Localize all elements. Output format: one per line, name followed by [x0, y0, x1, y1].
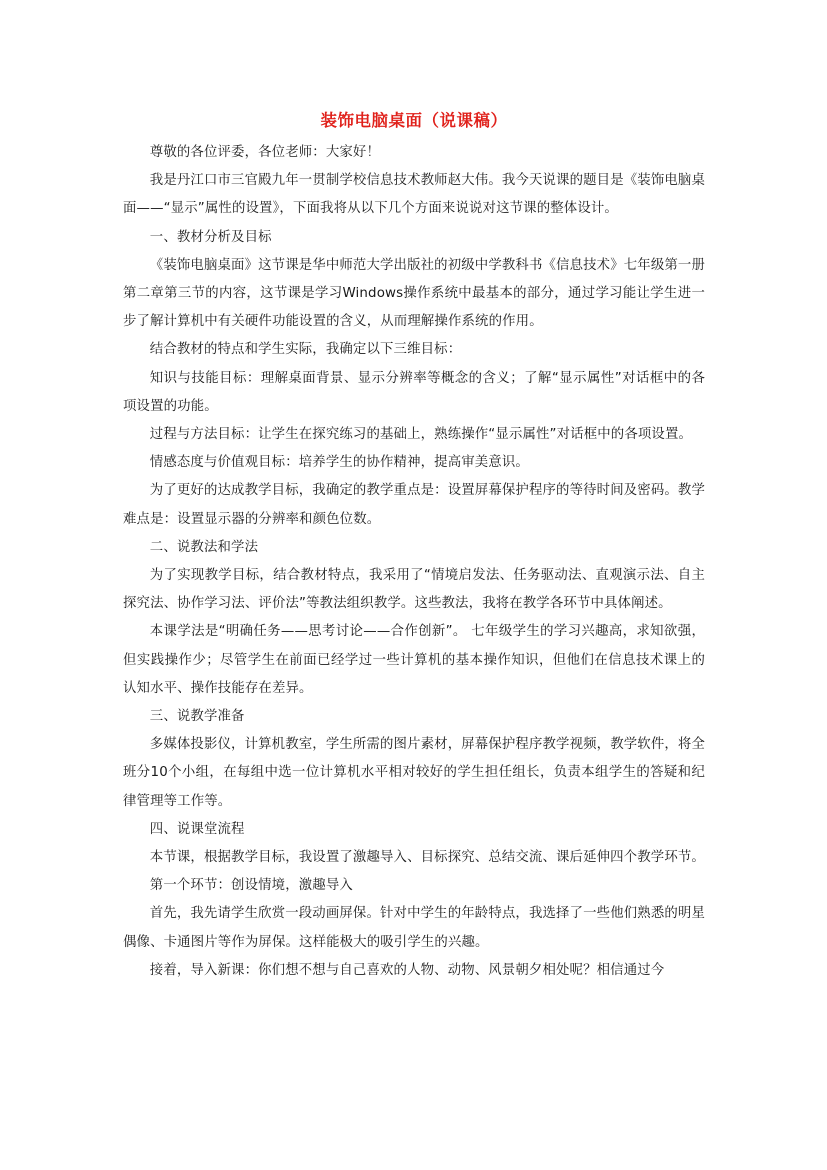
preparation-paragraph: 多媒体投影仪，计算机教室，学生所需的图片素材，屏幕保护程序教学视频，教学软件，将全班分10个小组，在每组中选一位计算机水平相对较好的学生担任组长，负责本组学生的答疑和纪律管理等工作等。	[123, 737, 705, 809]
objectives-intro-paragraph: 结合教材的特点和学生实际，我确定以下三维目标：	[149, 342, 462, 358]
key-points-paragraph: 为了更好的达成教学目标，我确定的教学重点是：设置屏幕保护程序的等待时间及密码。教学难点是：设置显示器的分辨率和颜色位数。	[123, 483, 705, 527]
procedure-overview-paragraph: 本节课，根据教学目标，我设置了激趣导入、目标探究、总结交流、课后延伸四个教学环节。	[149, 850, 705, 866]
section-heading-procedure: 四、说课堂流程	[149, 821, 245, 837]
section-heading-textbook: 一、教材分析及目标	[149, 229, 272, 245]
step-one-heading: 第一个环节：创设情境，激趣导入	[149, 878, 353, 894]
emotion-objective-paragraph: 情感态度与价值观目标：培养学生的协作精神，提高审美意识。	[149, 455, 529, 471]
knowledge-objective-paragraph: 知识与技能目标：理解桌面背景、显示分辨率等概念的含义；了解“显示属性”对话框中的各项设置的功能。	[123, 370, 705, 414]
process-objective-paragraph: 过程与方法目标：让学生在探究练习的基础上，熟练操作“显示属性”对话框中的各项设置。	[149, 427, 693, 443]
introduction-paragraph: 我是丹江口市三官殿九年一贯制学校信息技术教师赵大伟。我今天说课的题目是《装饰电脑桌面——“显示”属性的设置》，下面我将从以下几个方面来说说对这节课的整体设计。	[123, 173, 705, 217]
document-page	[123, 108, 705, 985]
step-one-paragraph: 首先，我先请学生欣赏一段动画屏保。针对中学生的年龄特点，我选择了一些他们熟悉的明星偶像、卡通图片等作为屏保。这样能极大的吸引学生的兴趣。	[123, 906, 705, 950]
greeting-paragraph: 尊敬的各位评委，各位老师：大家好！	[149, 145, 380, 160]
document-title: 装饰电脑桌面（说课稿）	[320, 111, 508, 130]
learning-methods-paragraph: 本课学法是“明确任务——思考讨论——合作创新”。 七年级学生的学习兴趣高，求知欲强，但实践操作少；尽管学生在前面已经学过一些计算机的基本操作知识，但他们在信息技术课上的认知水平、操作技能存在差异。	[123, 624, 705, 696]
section-heading-methods: 二、说教法和学法	[149, 539, 259, 555]
textbook-analysis-paragraph: 《装饰电脑桌面》这节课是华中师范大学出版社的初级中学教科书《信息技术》七年级第一册第二章第三节的内容，这节课是学习Windows操作系统中最基本的部分，通过学习能让学生进一步了解计算机中有关硬件功能设置的含义，从而理解操作系统的作用。	[123, 257, 705, 330]
lead-in-paragraph: 接着，导入新课：你们想不想与自己喜欢的人物、动物、风景朝夕相处呢？相信通过今	[149, 962, 665, 978]
teaching-methods-paragraph: 为了实现教学目标，结合教材特点，我采用了“情境启发法、任务驱动法、直观演示法、自主探究法、协作学习法、评价法”等教法组织教学。这些教法，我将在教学各环节中具体阐述。	[123, 568, 705, 612]
section-heading-preparation: 三、说教学准备	[149, 709, 245, 725]
